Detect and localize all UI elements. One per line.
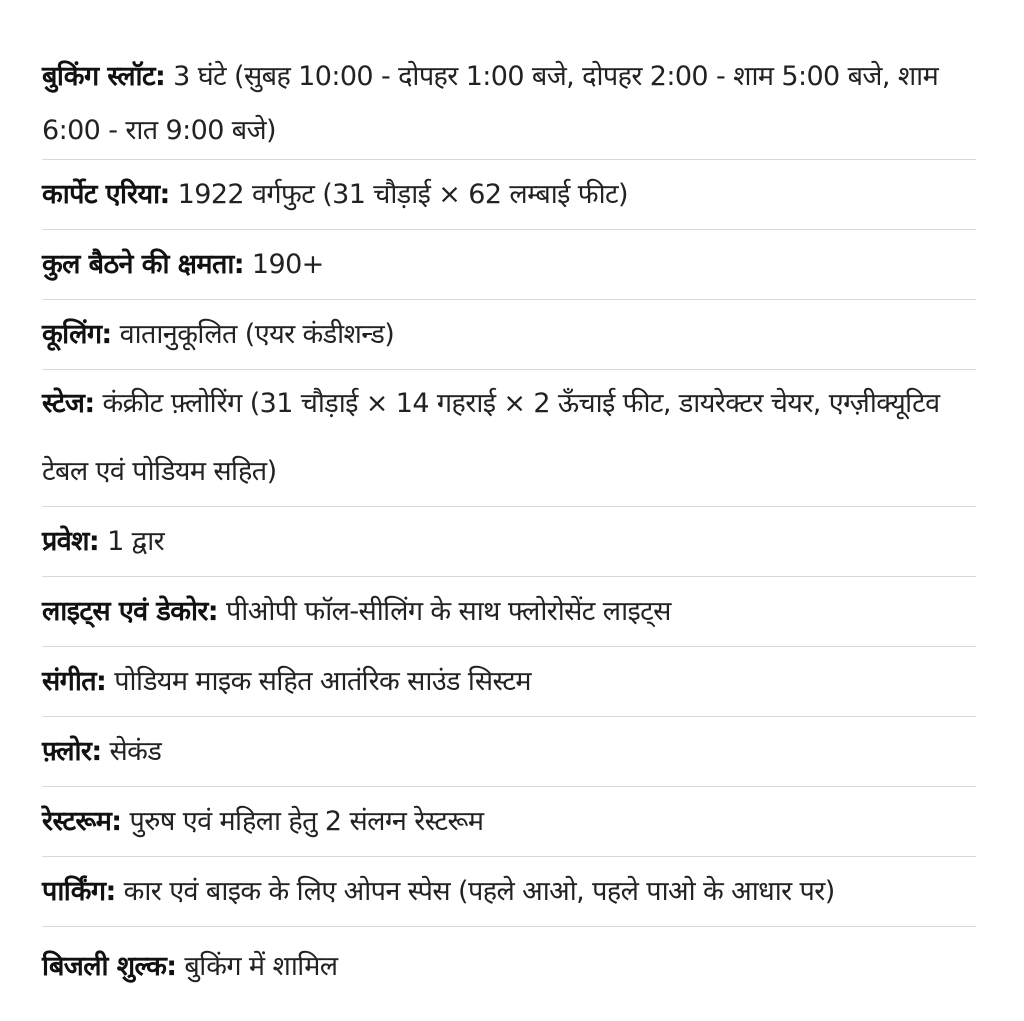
- spec-lights-decor: [42, 577, 976, 647]
- spec-restroom: [42, 787, 976, 857]
- spec-parking: [42, 857, 976, 927]
- spec-stage: [42, 370, 976, 507]
- spec-value: बुकिंग में शामिल: [176, 951, 338, 982]
- spec-value: वातानुकूलित (एयर कंडीशन्ड): [111, 319, 395, 350]
- spec-label: रेस्टरूम:: [42, 806, 122, 837]
- spec-carpet-area: [42, 160, 976, 230]
- spec-label: कार्पेट एरिया:: [42, 179, 170, 210]
- spec-label: संगीत:: [42, 666, 107, 697]
- spec-value: सेकंड: [101, 736, 162, 767]
- spec-label: पार्किंग:: [42, 876, 116, 907]
- spec-label: लाइट्स एवं डेकोर:: [42, 596, 218, 627]
- spec-value: 3 घंटे (सुबह 10:00 - दोपहर 1:00 बजे, दोपहर 2:00 - शाम 5:00 बजे, शाम 6:00 - रात 9:00 बजे): [42, 61, 939, 146]
- spec-entrance: [42, 507, 976, 577]
- spec-value: पुरुष एवं महिला हेतु 2 संलग्न रेस्टरूम: [121, 806, 484, 837]
- spec-electricity-charge: [42, 927, 976, 1006]
- spec-floor: [42, 717, 976, 787]
- spec-cooling: [42, 300, 976, 370]
- spec-label: स्टेज:: [42, 388, 95, 419]
- venue-specifications-list: [42, 48, 976, 1006]
- spec-seating-capacity: [42, 230, 976, 300]
- spec-label: बुकिंग स्लॉट:: [42, 61, 166, 92]
- spec-label: कुल बैठने की क्षमता:: [42, 249, 244, 280]
- spec-value: 1922 वर्गफुट (31 चौड़ाई × 62 लम्बाई फीट): [169, 179, 628, 210]
- spec-booking-slot: [42, 48, 976, 160]
- spec-value: कार एवं बाइक के लिए ओपन स्पेस (पहले आओ, पहले पाओ के आधार पर): [115, 876, 835, 907]
- spec-label: फ़्लोर:: [42, 736, 102, 767]
- spec-music: [42, 647, 976, 717]
- spec-label: प्रवेश:: [42, 526, 100, 557]
- spec-value: पीओपी फॉल-सीलिंग के साथ फ्लोरोसेंट लाइट्स: [217, 596, 671, 627]
- spec-value: कंक्रीट फ़्लोरिंग (31 चौड़ाई × 14 गहराई × 2 ऊँचाई फीट, डायरेक्टर चेयर, एग्ज़ीक्यूटिव टेबल एवं पोडियम सहित): [42, 388, 940, 487]
- spec-value: पोडियम माइक सहित आतंरिक साउंड सिस्टम: [106, 666, 531, 697]
- spec-label: कूलिंग:: [42, 319, 112, 350]
- spec-value: 190+: [243, 249, 324, 280]
- spec-label: बिजली शुल्क:: [42, 951, 177, 982]
- spec-value: 1 द्वार: [99, 526, 165, 557]
